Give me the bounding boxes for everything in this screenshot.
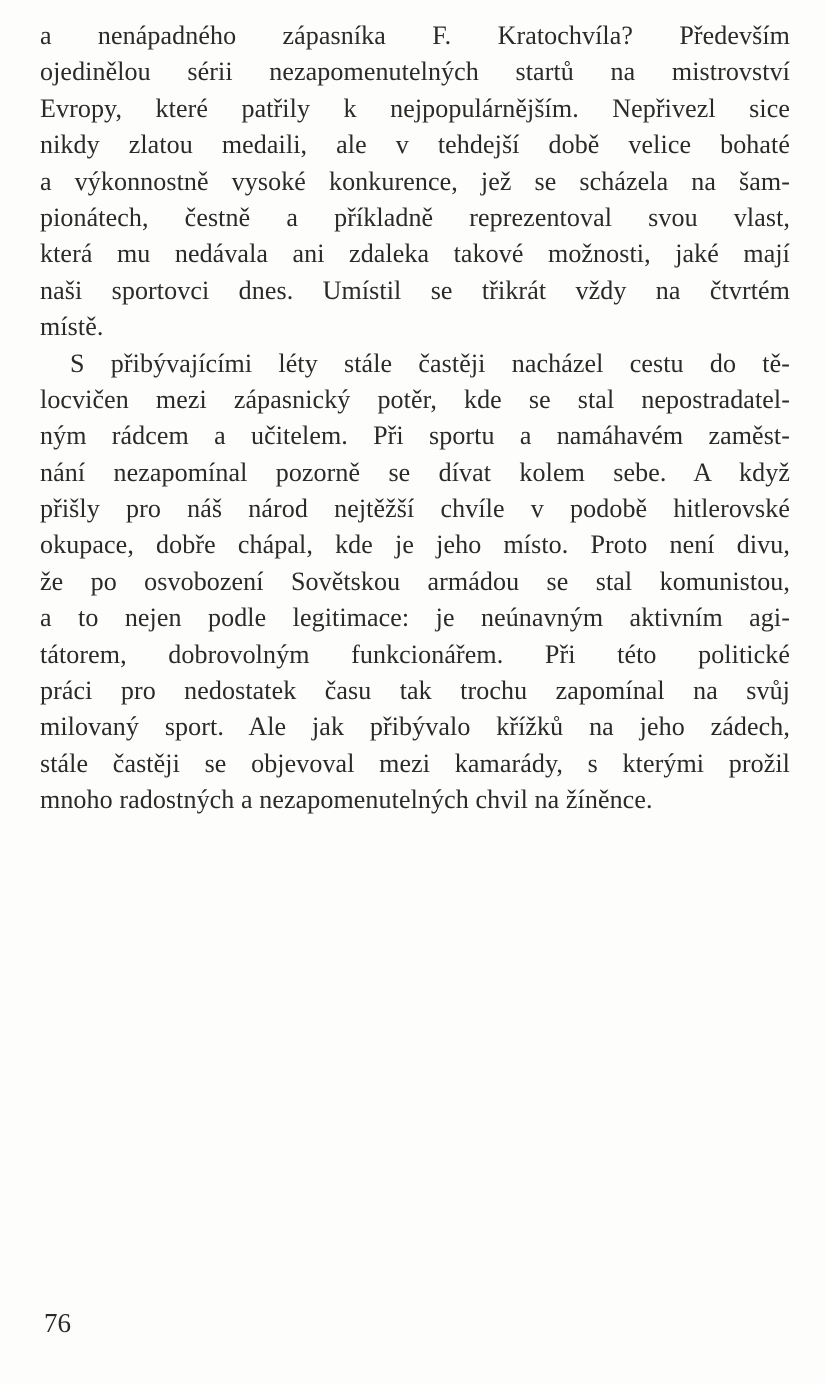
text-line: přišly pro náš národ nejtěžší chvíle v podobě hitlerovské xyxy=(40,494,790,524)
text-line: že po osvobození Sovětskou armádou se stal komunistou, xyxy=(40,566,790,596)
text-line: tátorem, dobrovolným funkcionářem. Při této politické xyxy=(40,639,790,669)
text-line: locvičen mezi zápasnický potěr, kde se stal nepostradatel- xyxy=(40,384,790,414)
paragraph-1 xyxy=(40,18,790,346)
text-line: která mu nedávala ani zdaleka takové možnosti, jaké mají xyxy=(40,239,790,269)
text-line: a to nejen podle legitimace: je neúnavným aktivním agi- xyxy=(40,603,790,633)
text-line: nikdy zlatou medaili, ale v tehdejší době velice bohaté xyxy=(40,130,790,160)
text-line: mnoho radostných a nezapomenutelných chvil na žíněnce. xyxy=(40,785,653,815)
text-line: místě. xyxy=(40,312,104,342)
text-line: ným rádcem a učitelem. Při sportu a namáhavém zaměst- xyxy=(40,421,790,451)
text-line: Evropy, které patřily k nejpopulárnějším. Nepřivezl sice xyxy=(40,93,790,123)
text-line: nání nezapomínal pozorně se dívat kolem sebe. A když xyxy=(40,457,790,487)
text-line: naši sportovci dnes. Umístil se třikrát vždy na čtvrtém xyxy=(40,275,790,305)
text-line: práci pro nedostatek času tak trochu zapomínal na svůj xyxy=(40,676,790,706)
text-line: ojedinělou sérii nezapomenutelných startů na mistrovství xyxy=(40,57,790,87)
text-line: milovaný sport. Ale jak přibývalo křížků na jeho zádech, xyxy=(40,712,790,742)
text-line: a nenápadného zápasníka F. Kratochvíla? Především xyxy=(40,21,790,50)
page-number: 76 xyxy=(44,1308,71,1338)
text-line: okupace, dobře chápal, kde je jeho místo. Proto není divu, xyxy=(40,530,790,560)
text-line: stále častěji se objevoval mezi kamarády, s kterými prožil xyxy=(40,748,790,778)
text-line: S přibývajícími léty stále častěji nacházel cestu do tě- xyxy=(70,348,790,378)
body-text xyxy=(40,18,790,819)
text-line: a výkonnostně vysoké konkurence, jež se scházela na šam- xyxy=(40,166,790,196)
text-line: pionátech, čestně a příkladně reprezentoval svou vlast, xyxy=(40,202,790,232)
paragraph-2 xyxy=(40,346,790,819)
